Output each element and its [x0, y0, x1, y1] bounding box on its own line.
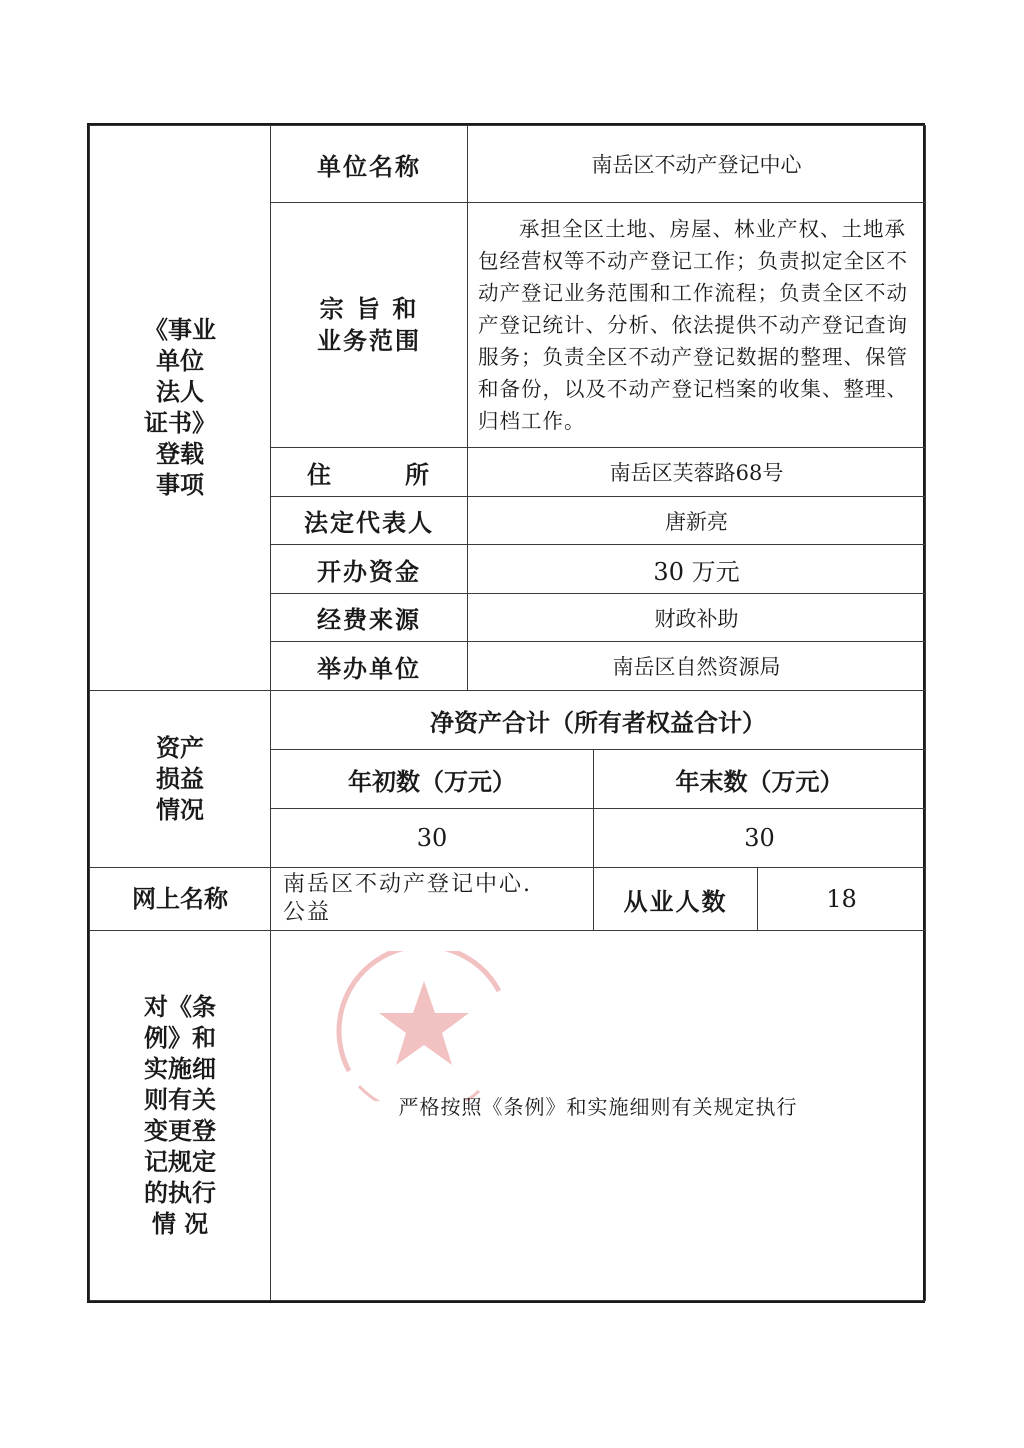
funding-label: 经费来源 — [271, 594, 468, 642]
unit-name-label: 单位名称 — [271, 126, 468, 203]
compliance-section-label: 对《条 例》和 实施细 则有关 变更登 记规定 的执行 情 况 — [90, 931, 271, 1301]
address-value: 南岳区芙蓉路68号 — [468, 448, 926, 497]
funding-value: 财政补助 — [468, 594, 926, 642]
capital-label: 开办资金 — [271, 545, 468, 594]
registration-form — [87, 123, 925, 1303]
address-label: 住 所 — [271, 448, 468, 497]
assets-section-label: 资产 损益 情况 — [90, 691, 271, 868]
form-table — [89, 125, 926, 1301]
net-assets-header: 净资产合计（所有者权益合计） — [271, 691, 926, 750]
legal-rep-value: 唐新亮 — [468, 497, 926, 545]
online-name-value: 南岳区不动产登记中心. 公益 — [271, 868, 594, 931]
capital-value: 30 万元 — [468, 545, 926, 594]
legal-rep-label: 法定代表人 — [271, 497, 468, 545]
year-start-value: 30 — [271, 809, 594, 868]
staff-count-label: 从业人数 — [594, 868, 758, 931]
compliance-text: 严格按照《条例》和实施细则有关规定执行 — [398, 1095, 798, 1119]
unit-name-value: 南岳区不动产登记中心 — [468, 126, 926, 203]
online-name-label: 网上名称 — [90, 868, 271, 931]
registration-section-label: 《事业 单位 法人 证书》 登载 事项 — [90, 126, 271, 691]
official-seal-icon — [329, 951, 519, 1101]
sponsor-label: 举办单位 — [271, 642, 468, 691]
year-end-value: 30 — [594, 809, 926, 868]
staff-count-value: 18 — [758, 868, 926, 931]
compliance-cell — [271, 931, 926, 1301]
year-start-label: 年初数（万元） — [271, 750, 594, 809]
year-end-label: 年末数（万元） — [594, 750, 926, 809]
sponsor-value: 南岳区自然资源局 — [468, 642, 926, 691]
purpose-label: 宗 旨 和 业务范围 — [271, 203, 468, 448]
purpose-value: 承担全区土地、房屋、林业产权、土地承包经营权等不动产登记工作；负责拟定全区不动产登记业务范围和工作流程；负责全区不动产登记统计、分析、依法提供不动产登记查询服务；负责全区不动产登记数据的整理、保管和备份，以及不动产登记档案的收集、整理、归档工作。 — [468, 203, 926, 448]
